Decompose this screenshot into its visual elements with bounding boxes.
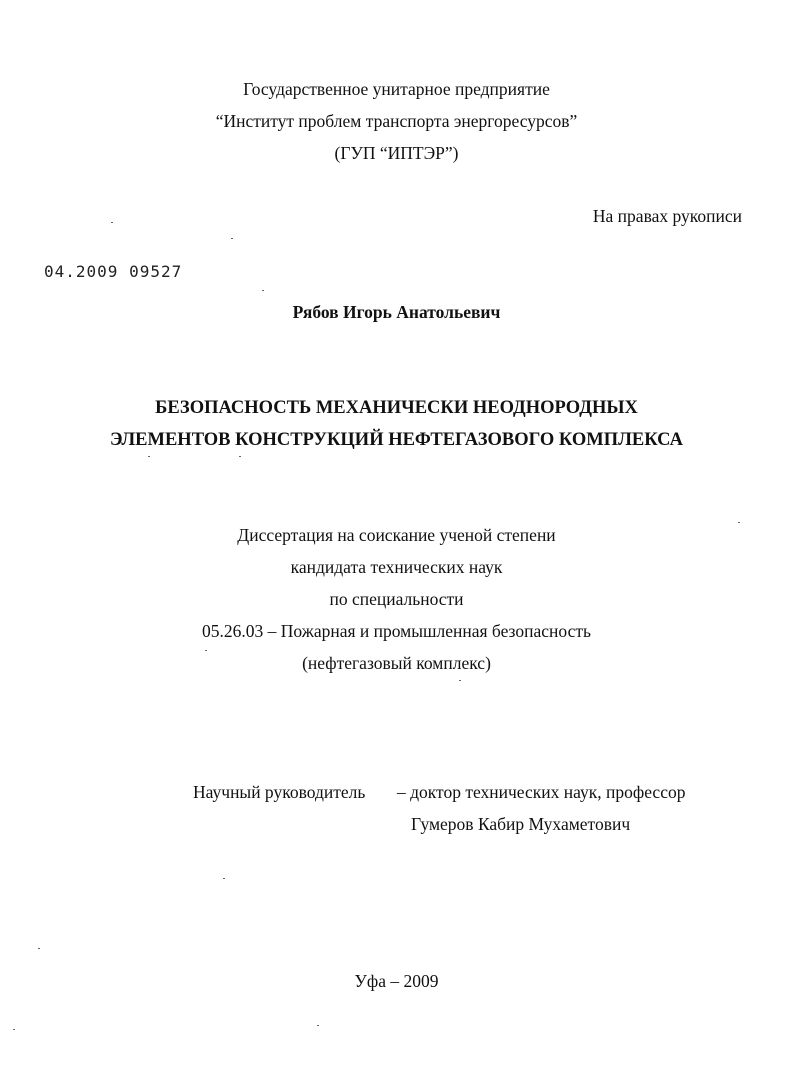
scan-speck	[223, 878, 225, 879]
scan-speck	[231, 238, 233, 239]
scan-speck	[205, 650, 207, 651]
degree-line-2: кандидата технических наук	[290, 557, 503, 577]
scan-speck	[738, 522, 740, 523]
manuscript-rights-note: На правах рукописи	[592, 206, 742, 226]
scan-speck	[38, 948, 40, 949]
organization-line-1: Государственное унитарное предприятие	[243, 79, 550, 99]
organization-line-2: “Институт проблем транспорта энергоресурсов”	[215, 111, 578, 131]
scan-speck	[148, 456, 150, 457]
advisor-label: Научный руководитель	[193, 782, 366, 802]
city-year: Уфа – 2009	[354, 971, 439, 991]
scan-speck	[239, 456, 241, 457]
degree-line-1: Диссертация на соискание ученой степени	[237, 525, 556, 545]
advisor-name: Гумеров Кабир Мухаметович	[411, 814, 631, 834]
advisor-credentials: – доктор технических наук, профессор	[397, 782, 686, 802]
organization-line-3: (ГУП “ИПТЭР”)	[334, 143, 459, 163]
archive-stamp-number: 04.2009 09527	[44, 262, 183, 281]
author-name: Рябов Игорь Анатольевич	[292, 302, 501, 322]
specialty-subline: (нефтегазовый комплекс)	[302, 653, 491, 673]
scan-speck	[13, 1029, 15, 1030]
degree-line-3: по специальности	[329, 589, 464, 609]
scan-speck	[262, 290, 264, 291]
scan-speck	[459, 680, 461, 681]
scan-speck	[111, 222, 113, 223]
scan-speck	[317, 1025, 319, 1026]
specialty-line: 05.26.03 – Пожарная и промышленная безопасность	[202, 621, 591, 641]
thesis-title-line-2: ЭЛЕМЕНТОВ КОНСТРУКЦИЙ НЕФТЕГАЗОВОГО КОМПЛЕКСА	[110, 430, 683, 450]
thesis-title-line-1: БЕЗОПАСНОСТЬ МЕХАНИЧЕСКИ НЕОДНОРОДНЫХ	[155, 398, 638, 418]
